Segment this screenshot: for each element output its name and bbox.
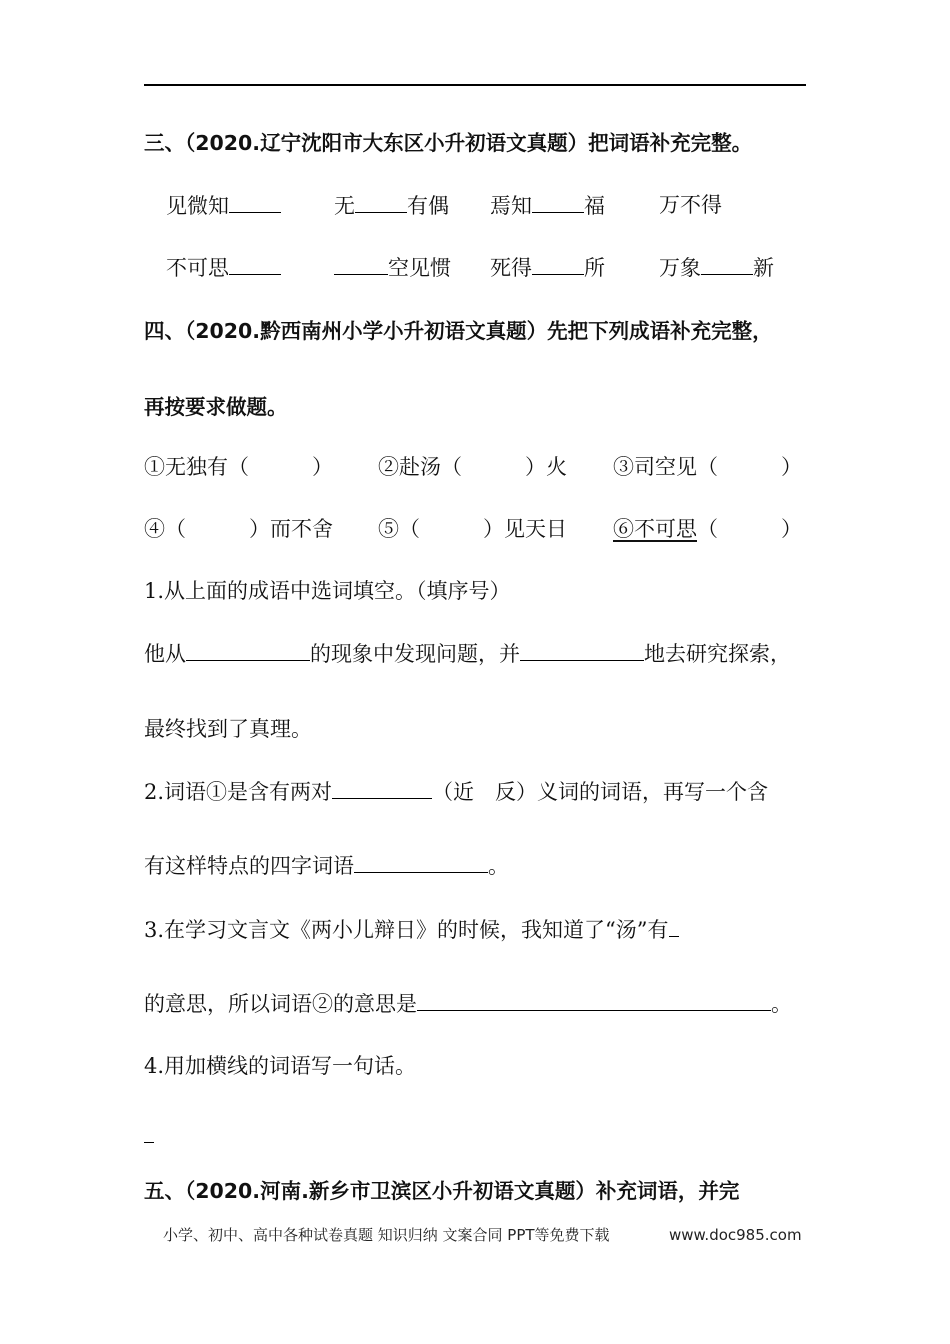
question-1: 1.从上面的成语中选词填空。（填序号）: [144, 579, 511, 603]
idiom-2: ②赴汤（ ）火: [378, 455, 567, 479]
idiom-5: ⑤（ ）见天日: [378, 517, 567, 541]
s3-r1-item1-pre: 见微知: [166, 194, 229, 218]
fill-blank[interactable]: [354, 850, 488, 873]
fill-blank[interactable]: [532, 252, 584, 275]
fill-blank[interactable]: [334, 252, 388, 275]
idiom-6-underlined: ⑥不可思: [613, 517, 697, 541]
s3-r2-item3: [490, 252, 605, 283]
fill-blank[interactable]: [669, 914, 679, 937]
q1-sentence-line2: 最终找到了真理。: [144, 717, 312, 741]
s3-r2-item4-pre: 万象: [659, 256, 701, 280]
footer-text: 小学、初中、高中各种试卷真题 知识归纳 文案合同 PPT等免费下载: [163, 1226, 610, 1244]
s3-r1-item3-pre: 焉知: [490, 194, 532, 218]
s3-r2-item2: [334, 252, 451, 283]
footer-url[interactable]: www.doc985.com: [669, 1226, 802, 1244]
s3-r2-item1: [166, 252, 281, 283]
footer: [163, 1224, 802, 1246]
q2-text-a: 2.词语①是含有两对: [144, 780, 333, 804]
s3-r2-item3-pre: 死得: [490, 256, 532, 280]
s3-r1-item3-post: 福: [584, 194, 605, 218]
q4-answer-line: [144, 1120, 154, 1151]
q2-line2-text: 有这样特点的四字词语: [144, 854, 354, 878]
question-3: [144, 914, 679, 945]
question-2: [144, 776, 768, 807]
q3-line2-text: 的意思，所以词语②的意思是: [144, 992, 417, 1016]
s3-r1-item3: [490, 190, 605, 221]
idiom-6-rest: （ ）: [697, 517, 802, 541]
q1-text-c: 地去研究探索，: [644, 642, 791, 666]
section4-title-line1: 四、（2020.黔西南州小学小升初语文真题）先把下列成语补充完整，: [144, 319, 773, 343]
question-2-line2: [144, 850, 509, 881]
fill-blank[interactable]: [144, 1120, 154, 1143]
q3-text: 3.在学习文言文《两小儿辩日》的时候，我知道了“汤”有: [144, 918, 669, 942]
s3-r1-item2-post: 有偶: [407, 194, 449, 218]
s3-r2-item1-pre: 不可思: [166, 256, 229, 280]
q2-line2-end: 。: [488, 854, 509, 878]
q3-line2-end: 。: [771, 992, 792, 1016]
s3-r1-item2-pre: 无: [334, 194, 355, 218]
fill-blank[interactable]: [332, 776, 432, 799]
question-4: 4.用加横线的词语写一句话。: [144, 1054, 417, 1078]
fill-blank[interactable]: [186, 638, 310, 661]
top-rule: [144, 84, 806, 86]
fill-blank[interactable]: [229, 252, 281, 275]
section4-title-line2: 再按要求做题。: [144, 395, 288, 419]
s3-r1-item4: [659, 190, 722, 220]
q1-sentence: [144, 638, 791, 669]
idiom-1: ①无独有（ ）: [144, 455, 333, 479]
q1-text-b: 的现象中发现问题，并: [310, 642, 520, 666]
fill-blank[interactable]: [229, 190, 281, 213]
s3-r2-item2-post: 空见惯: [388, 256, 451, 280]
question-3-line2: [144, 988, 792, 1019]
q2-text-b: （近 反）义词的词语，再写一个含: [432, 780, 769, 804]
fill-blank[interactable]: [532, 190, 584, 213]
q1-text-a: 他从: [144, 642, 186, 666]
s3-r1-item1: [166, 190, 281, 221]
s3-r2-item3-post: 所: [584, 256, 605, 280]
fill-blank[interactable]: [701, 252, 753, 275]
s3-r2-item4: [659, 252, 774, 283]
section5-title: 五、（2020.河南.新乡市卫滨区小升初语文真题）补充词语，并完: [144, 1179, 740, 1203]
idiom-3: ③司空见（ ）: [613, 455, 802, 479]
s3-r1-item2: [334, 190, 449, 221]
idiom-6: [613, 514, 802, 544]
section3-title: 三、（2020.辽宁沈阳市大东区小升初语文真题）把词语补充完整。: [144, 131, 753, 155]
fill-blank[interactable]: [520, 638, 644, 661]
fill-blank[interactable]: [417, 988, 771, 1011]
fill-blank[interactable]: [355, 190, 407, 213]
s3-r2-item4-post: 新: [753, 256, 774, 280]
idiom-4: ④（ ）而不舍: [144, 517, 333, 541]
s3-r1-item4-pre: 万不得: [659, 193, 722, 217]
